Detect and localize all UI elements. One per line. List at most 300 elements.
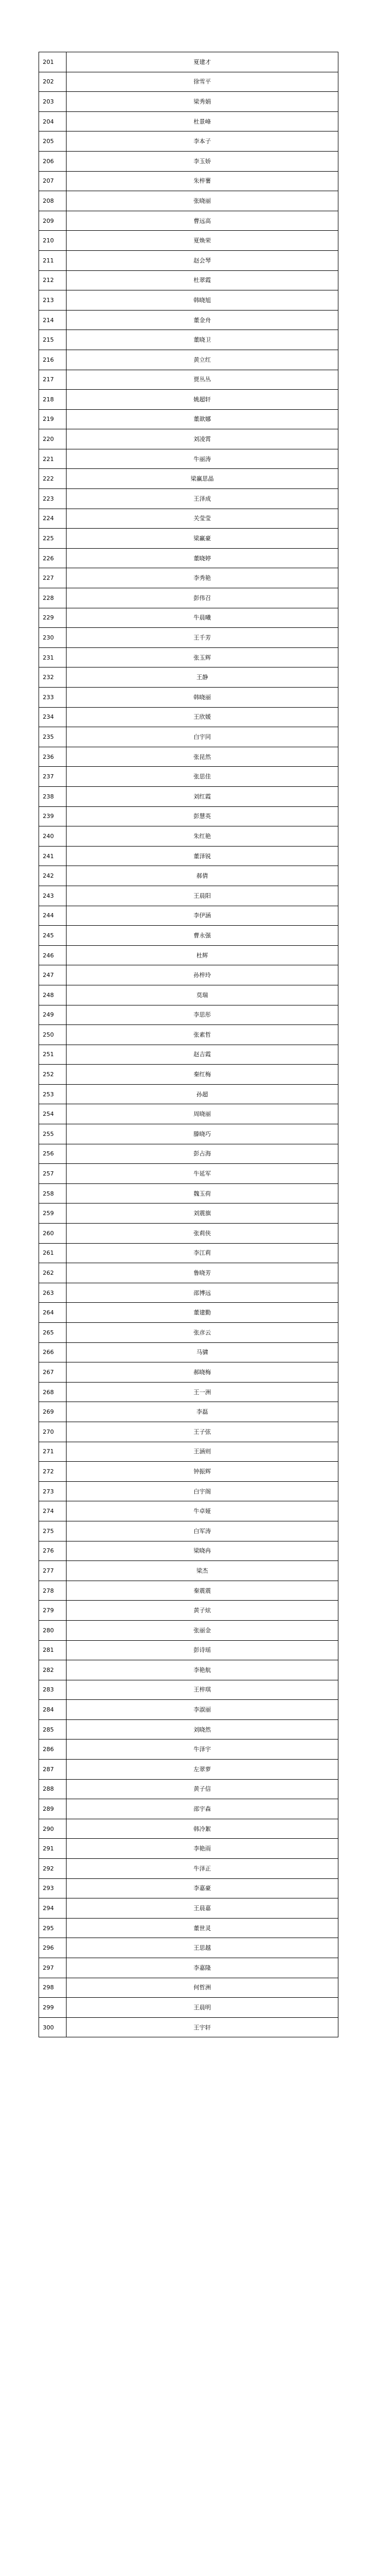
row-number-cell: 250	[39, 1025, 67, 1045]
name-cell: 彭诗瑶	[67, 1640, 338, 1660]
table-row	[39, 767, 338, 787]
name-cell: 马骕	[67, 1342, 338, 1362]
row-number-cell: 229	[39, 608, 67, 628]
table-row	[39, 270, 338, 290]
name-cell: 黄子炫	[67, 1601, 338, 1621]
row-number-cell: 285	[39, 1719, 67, 1740]
table-row	[39, 965, 338, 985]
table-row	[39, 350, 338, 370]
row-number-cell: 242	[39, 866, 67, 886]
row-number-cell: 247	[39, 965, 67, 985]
row-number-cell: 279	[39, 1601, 67, 1621]
name-cell: 刘红霞	[67, 786, 338, 806]
name-cell: 李艳雨	[67, 1839, 338, 1859]
name-cell: 赵会琴	[67, 250, 338, 270]
row-number-cell: 252	[39, 1065, 67, 1085]
name-cell: 李秀艳	[67, 568, 338, 588]
name-cell: 邵宇森	[67, 1799, 338, 1819]
table-row	[39, 1065, 338, 1085]
row-number-cell: 298	[39, 1978, 67, 1998]
row-number-cell: 278	[39, 1581, 67, 1601]
table-row	[39, 92, 338, 112]
table-row	[39, 409, 338, 429]
table-row	[39, 290, 338, 311]
table-row	[39, 1303, 338, 1323]
row-number-cell: 280	[39, 1620, 67, 1640]
name-cell: 梁晓冉	[67, 1541, 338, 1561]
table-row	[39, 1025, 338, 1045]
name-cell: 秦红梅	[67, 1065, 338, 1085]
name-cell: 王泽成	[67, 489, 338, 509]
name-cell: 孙超	[67, 1084, 338, 1104]
row-number-cell: 224	[39, 509, 67, 529]
name-cell: 梁赢思晶	[67, 469, 338, 489]
name-cell: 张昆然	[67, 747, 338, 767]
row-number-cell: 258	[39, 1183, 67, 1204]
name-cell: 王晨阳	[67, 886, 338, 906]
table-row	[39, 1719, 338, 1740]
name-cell: 杜翠霞	[67, 270, 338, 290]
table-row	[39, 647, 338, 667]
roster-table-body	[39, 52, 338, 2037]
name-cell: 张晓丽	[67, 191, 338, 211]
row-number-cell: 277	[39, 1561, 67, 1581]
name-cell: 王思越	[67, 1938, 338, 1958]
name-cell: 李嘉豪	[67, 1878, 338, 1898]
name-cell: 梁杰	[67, 1561, 338, 1581]
table-row	[39, 1561, 338, 1581]
table-row	[39, 1045, 338, 1065]
table-row	[39, 131, 338, 152]
row-number-cell: 266	[39, 1342, 67, 1362]
name-cell: 朱梓薯	[67, 171, 338, 191]
table-row	[39, 1422, 338, 1442]
row-number-cell: 212	[39, 270, 67, 290]
table-row	[39, 628, 338, 648]
name-cell: 王静	[67, 667, 338, 688]
table-row	[39, 1640, 338, 1660]
row-number-cell: 215	[39, 330, 67, 350]
row-number-cell: 239	[39, 806, 67, 826]
table-row	[39, 667, 338, 688]
table-row	[39, 985, 338, 1005]
table-row	[39, 1183, 338, 1204]
table-row	[39, 588, 338, 608]
row-number-cell: 245	[39, 926, 67, 946]
table-row	[39, 688, 338, 708]
name-cell: 张丽金	[67, 1620, 338, 1640]
table-row	[39, 1005, 338, 1025]
table-row	[39, 1224, 338, 1244]
table-row	[39, 1760, 338, 1780]
name-cell: 董晓婷	[67, 548, 338, 568]
table-row	[39, 529, 338, 549]
row-number-cell: 273	[39, 1481, 67, 1501]
row-number-cell: 209	[39, 211, 67, 231]
table-row	[39, 1700, 338, 1720]
row-number-cell: 243	[39, 886, 67, 906]
table-row	[39, 747, 338, 767]
table-row	[39, 1442, 338, 1462]
row-number-cell: 270	[39, 1422, 67, 1442]
name-cell: 李淑丽	[67, 1700, 338, 1720]
row-number-cell: 267	[39, 1362, 67, 1383]
row-number-cell: 275	[39, 1521, 67, 1541]
name-cell: 李思彤	[67, 1005, 338, 1025]
row-number-cell: 238	[39, 786, 67, 806]
table-row	[39, 568, 338, 588]
row-number-cell: 255	[39, 1124, 67, 1144]
table-row	[39, 1342, 338, 1362]
table-row	[39, 370, 338, 390]
name-cell: 王晨嘉	[67, 1898, 338, 1919]
row-number-cell: 249	[39, 1005, 67, 1025]
table-row	[39, 548, 338, 568]
name-cell: 贾丛丛	[67, 370, 338, 390]
row-number-cell: 297	[39, 1958, 67, 1978]
name-cell: 彭占海	[67, 1144, 338, 1164]
row-number-cell: 286	[39, 1740, 67, 1760]
name-cell: 董世灵	[67, 1918, 338, 1938]
row-number-cell: 237	[39, 767, 67, 787]
name-cell: 董晓卫	[67, 330, 338, 350]
table-row	[39, 1799, 338, 1819]
name-cell: 曹远高	[67, 211, 338, 231]
name-cell: 李本子	[67, 131, 338, 152]
table-row	[39, 1501, 338, 1521]
name-cell: 朱红艳	[67, 826, 338, 847]
table-row	[39, 1084, 338, 1104]
row-number-cell: 244	[39, 906, 67, 926]
row-number-cell: 246	[39, 945, 67, 965]
name-cell: 秦震震	[67, 1581, 338, 1601]
table-row	[39, 846, 338, 866]
row-number-cell: 264	[39, 1303, 67, 1323]
table-row	[39, 1481, 338, 1501]
row-number-cell: 276	[39, 1541, 67, 1561]
name-cell: 王子弦	[67, 1422, 338, 1442]
row-number-cell: 213	[39, 290, 67, 311]
table-row	[39, 608, 338, 628]
row-number-cell: 269	[39, 1402, 67, 1422]
row-number-cell: 231	[39, 647, 67, 667]
name-cell: 李磊	[67, 1402, 338, 1422]
name-cell: 刘凌霄	[67, 429, 338, 449]
table-row	[39, 449, 338, 469]
row-number-cell: 294	[39, 1898, 67, 1919]
table-row	[39, 906, 338, 926]
name-cell: 夏焕荣	[67, 231, 338, 251]
row-number-cell: 201	[39, 52, 67, 72]
table-row	[39, 52, 338, 72]
name-cell: 张思佳	[67, 767, 338, 787]
name-cell: 鲁晓芳	[67, 1263, 338, 1283]
table-row	[39, 1839, 338, 1859]
row-number-cell: 292	[39, 1859, 67, 1879]
name-cell: 李伊涵	[67, 906, 338, 926]
table-row	[39, 1204, 338, 1224]
name-cell: 牛丽涛	[67, 449, 338, 469]
row-number-cell: 218	[39, 390, 67, 410]
row-number-cell: 282	[39, 1660, 67, 1680]
table-row	[39, 1541, 338, 1561]
name-cell: 黄子信	[67, 1779, 338, 1799]
table-row	[39, 390, 338, 410]
name-cell: 徐雪平	[67, 72, 338, 92]
name-cell: 魏玉荷	[67, 1183, 338, 1204]
row-number-cell: 227	[39, 568, 67, 588]
row-number-cell: 289	[39, 1799, 67, 1819]
table-row	[39, 926, 338, 946]
name-cell: 梁秀娟	[67, 92, 338, 112]
name-cell: 牛延军	[67, 1164, 338, 1184]
name-cell: 左翠萝	[67, 1760, 338, 1780]
name-cell: 梁赢豪	[67, 529, 338, 549]
name-cell: 姚超轩	[67, 390, 338, 410]
row-number-cell: 248	[39, 985, 67, 1005]
table-row	[39, 727, 338, 747]
row-number-cell: 259	[39, 1204, 67, 1224]
name-cell: 王晨明	[67, 1998, 338, 2018]
row-number-cell: 220	[39, 429, 67, 449]
table-row	[39, 886, 338, 906]
table-row	[39, 1581, 338, 1601]
table-row	[39, 310, 338, 330]
name-cell: 夏建才	[67, 52, 338, 72]
name-cell: 刘震旗	[67, 1204, 338, 1224]
table-row	[39, 1382, 338, 1402]
table-row	[39, 945, 338, 965]
table-row	[39, 231, 338, 251]
row-number-cell: 207	[39, 171, 67, 191]
name-cell: 刘晓然	[67, 1719, 338, 1740]
name-cell: 张莉侠	[67, 1224, 338, 1244]
name-cell: 董歆娜	[67, 409, 338, 429]
row-number-cell: 235	[39, 727, 67, 747]
name-cell: 白军涛	[67, 1521, 338, 1541]
name-cell: 牛卓娅	[67, 1501, 338, 1521]
row-number-cell: 261	[39, 1243, 67, 1263]
row-number-cell: 240	[39, 826, 67, 847]
table-row	[39, 866, 338, 886]
row-number-cell: 288	[39, 1779, 67, 1799]
name-cell: 莫瑞	[67, 985, 338, 1005]
name-cell: 李艳航	[67, 1660, 338, 1680]
row-number-cell: 256	[39, 1144, 67, 1164]
name-cell: 牛晨曦	[67, 608, 338, 628]
name-cell: 王宇轩	[67, 2017, 338, 2037]
name-cell: 李嘉隆	[67, 1958, 338, 1978]
table-row	[39, 826, 338, 847]
table-row	[39, 1462, 338, 1482]
table-row	[39, 509, 338, 529]
name-cell: 张素哲	[67, 1025, 338, 1045]
row-number-cell: 299	[39, 1998, 67, 2018]
name-cell: 郝晓梅	[67, 1362, 338, 1383]
name-cell: 黄立红	[67, 350, 338, 370]
name-cell: 韩冷絮	[67, 1819, 338, 1839]
roster-table-container	[39, 52, 338, 2037]
name-cell: 彭伟召	[67, 588, 338, 608]
row-number-cell: 223	[39, 489, 67, 509]
name-cell: 董金舟	[67, 310, 338, 330]
table-row	[39, 469, 338, 489]
name-cell: 王一洲	[67, 1382, 338, 1402]
table-row	[39, 489, 338, 509]
name-cell: 曹永强	[67, 926, 338, 946]
row-number-cell: 296	[39, 1938, 67, 1958]
table-row	[39, 429, 338, 449]
table-row	[39, 1918, 338, 1938]
name-cell: 董泽锐	[67, 846, 338, 866]
name-cell: 牛泽宇	[67, 1740, 338, 1760]
table-row	[39, 250, 338, 270]
table-row	[39, 151, 338, 171]
row-number-cell: 204	[39, 111, 67, 131]
row-number-cell: 241	[39, 846, 67, 866]
table-row	[39, 171, 338, 191]
row-number-cell: 281	[39, 1640, 67, 1660]
table-row	[39, 1859, 338, 1879]
name-cell: 白宇同	[67, 727, 338, 747]
table-row	[39, 72, 338, 92]
row-number-cell: 210	[39, 231, 67, 251]
row-number-cell: 262	[39, 1263, 67, 1283]
name-cell: 王千芳	[67, 628, 338, 648]
row-number-cell: 254	[39, 1104, 67, 1124]
table-row	[39, 786, 338, 806]
name-cell: 何哲洲	[67, 1978, 338, 1998]
name-cell: 韩晓旭	[67, 290, 338, 311]
table-row	[39, 1958, 338, 1978]
table-row	[39, 111, 338, 131]
row-number-cell: 284	[39, 1700, 67, 1720]
row-number-cell: 202	[39, 72, 67, 92]
table-row	[39, 1402, 338, 1422]
row-number-cell: 263	[39, 1283, 67, 1303]
row-number-cell: 300	[39, 2017, 67, 2037]
row-number-cell: 233	[39, 688, 67, 708]
table-row	[39, 1998, 338, 2018]
row-number-cell: 257	[39, 1164, 67, 1184]
name-cell: 钟振辉	[67, 1462, 338, 1482]
table-row	[39, 1263, 338, 1283]
row-number-cell: 287	[39, 1760, 67, 1780]
table-row	[39, 1938, 338, 1958]
row-number-cell: 265	[39, 1323, 67, 1343]
table-row	[39, 1620, 338, 1640]
name-cell: 牛泽正	[67, 1859, 338, 1879]
name-cell: 王涵则	[67, 1442, 338, 1462]
row-number-cell: 260	[39, 1224, 67, 1244]
name-cell: 杜景峰	[67, 111, 338, 131]
table-row	[39, 1104, 338, 1124]
row-number-cell: 208	[39, 191, 67, 211]
row-number-cell: 236	[39, 747, 67, 767]
table-row	[39, 1144, 338, 1164]
table-row	[39, 1323, 338, 1343]
row-number-cell: 219	[39, 409, 67, 429]
row-number-cell: 214	[39, 310, 67, 330]
table-row	[39, 806, 338, 826]
row-number-cell: 251	[39, 1045, 67, 1065]
row-number-cell: 234	[39, 707, 67, 727]
table-row	[39, 1898, 338, 1919]
table-row	[39, 1124, 338, 1144]
name-cell: 王欣媛	[67, 707, 338, 727]
table-row	[39, 1283, 338, 1303]
table-row	[39, 1660, 338, 1680]
name-cell: 邵博远	[67, 1283, 338, 1303]
name-cell: 白宇阁	[67, 1481, 338, 1501]
row-number-cell: 203	[39, 92, 67, 112]
table-row	[39, 1521, 338, 1541]
roster-table	[39, 52, 338, 2037]
table-row	[39, 1362, 338, 1383]
row-number-cell: 232	[39, 667, 67, 688]
name-cell: 周晓丽	[67, 1104, 338, 1124]
name-cell: 杜辉	[67, 945, 338, 965]
name-cell: 李江莉	[67, 1243, 338, 1263]
name-cell: 韩晓丽	[67, 688, 338, 708]
row-number-cell: 217	[39, 370, 67, 390]
table-row	[39, 1978, 338, 1998]
row-number-cell: 211	[39, 250, 67, 270]
table-row	[39, 1819, 338, 1839]
name-cell: 张玉辉	[67, 647, 338, 667]
table-row	[39, 1243, 338, 1263]
name-cell: 王梓琪	[67, 1680, 338, 1700]
name-cell: 彭慧英	[67, 806, 338, 826]
name-cell: 滕晓巧	[67, 1124, 338, 1144]
name-cell: 李玉娇	[67, 151, 338, 171]
row-number-cell: 222	[39, 469, 67, 489]
row-number-cell: 221	[39, 449, 67, 469]
row-number-cell: 295	[39, 1918, 67, 1938]
row-number-cell: 228	[39, 588, 67, 608]
row-number-cell: 291	[39, 1839, 67, 1859]
name-cell: 董建勤	[67, 1303, 338, 1323]
table-row	[39, 2017, 338, 2037]
table-row	[39, 1740, 338, 1760]
name-cell: 赵吉霞	[67, 1045, 338, 1065]
row-number-cell: 274	[39, 1501, 67, 1521]
name-cell: 张彦云	[67, 1323, 338, 1343]
table-row	[39, 1779, 338, 1799]
table-row	[39, 211, 338, 231]
table-row	[39, 330, 338, 350]
table-row	[39, 1601, 338, 1621]
name-cell: 郝倩	[67, 866, 338, 886]
table-row	[39, 1680, 338, 1700]
name-cell: 关莹莹	[67, 509, 338, 529]
row-number-cell: 225	[39, 529, 67, 549]
row-number-cell: 253	[39, 1084, 67, 1104]
row-number-cell: 226	[39, 548, 67, 568]
row-number-cell: 206	[39, 151, 67, 171]
row-number-cell: 205	[39, 131, 67, 152]
table-row	[39, 1878, 338, 1898]
row-number-cell: 216	[39, 350, 67, 370]
row-number-cell: 290	[39, 1819, 67, 1839]
table-row	[39, 191, 338, 211]
row-number-cell: 268	[39, 1382, 67, 1402]
row-number-cell: 293	[39, 1878, 67, 1898]
row-number-cell: 272	[39, 1462, 67, 1482]
table-row	[39, 707, 338, 727]
name-cell: 孙梓玲	[67, 965, 338, 985]
table-row	[39, 1164, 338, 1184]
